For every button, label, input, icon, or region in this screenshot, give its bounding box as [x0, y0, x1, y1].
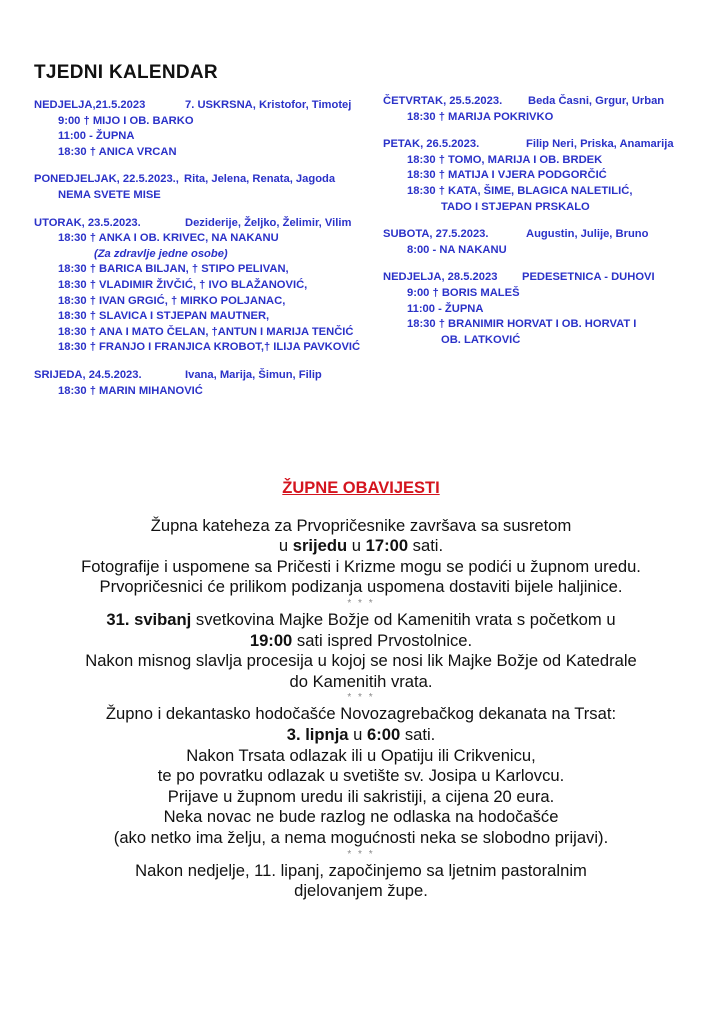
notice-text: u — [278, 536, 293, 556]
notice-emphasis: 19:00 — [249, 630, 293, 650]
mass-entry: 9:00 † MIJO I OB. BARKO — [58, 114, 194, 127]
calendar-day-header — [34, 98, 364, 114]
notice-text: sati. — [400, 724, 436, 744]
notice-text: sati. — [408, 536, 444, 556]
mass-entry: 18:30 † ANKA I OB. KRIVEC, NA NAKANU — [58, 232, 279, 245]
mass-note: (Za zdravlje jedne osobe) — [94, 247, 228, 260]
mass-entry: 9:00 † BORIS MALEŠ — [407, 286, 520, 299]
notice-emphasis: 6:00 — [366, 724, 401, 744]
calendar-day — [383, 270, 703, 348]
calendar-day-header — [383, 227, 703, 243]
calendar-day-header — [34, 172, 364, 188]
mass-entry: 18:30 † BARICA BILJAN, † STIPO PELIVAN, — [58, 263, 289, 276]
mass-entry: 18:30 † FRANJO I FRANJICA KROBOT,† ILIJA PAVKOVIĆ — [58, 341, 361, 354]
day-saints: PEDESETNICA - DUHOVI — [522, 271, 655, 284]
separator: * * * — [347, 692, 375, 704]
notice-line: do Kamenitih vrata. — [289, 671, 433, 691]
notice-line: Prvopričesnici će prilikom podizanja uspomena dostaviti bijele haljinice. — [99, 577, 623, 597]
mass-entry: 18:30 † BRANIMIR HORVAT I OB. HORVAT I — [407, 318, 637, 331]
mass-entry: TADO I STJEPAN PRSKALO — [441, 200, 590, 213]
day-saints: Deziderije, Željko, Želimir, Vilim — [185, 216, 352, 229]
notice-emphasis: srijedu — [292, 536, 348, 556]
calendar-day — [34, 172, 364, 203]
calendar-day — [34, 216, 364, 356]
day-saints: 7. USKRSNA, Kristofor, Timotej — [185, 99, 352, 111]
calendar-day — [383, 137, 703, 215]
mass-entry: 8:00 - NA NAKANU — [407, 243, 507, 256]
day-name: PONEDJELJAK, 22.5.2023., — [34, 173, 179, 186]
notice-line: Župno i dekantasko hodočašće Novozagrebačkog dekanata na Trsat: — [105, 704, 617, 724]
notice-text: sati ispred Prvostolnice. — [292, 630, 473, 650]
day-name: ČETVRTAK, 25.5.2023. — [383, 95, 503, 107]
notices-section — [24, 478, 698, 902]
notice-emphasis: 3. lipnja — [286, 724, 349, 744]
page-title: TJEDNI KALENDAR — [34, 62, 218, 83]
calendar-day-header — [383, 137, 703, 153]
mass-entry: 18:30 † KATA, ŠIME, BLAGICA NALETILIĆ, — [407, 184, 633, 197]
notice-line: Nakon misnog slavlja procesija u kojoj se nosi lik Majke Božje od Katedrale — [85, 651, 637, 671]
notice-text: svetkovina Majke Božje od Kamenitih vrata s početkom u — [191, 609, 616, 629]
mass-entry: 18:30 † IVAN GRGIĆ, † MIRKO POLJANAC, — [58, 294, 286, 307]
notices-title: ŽUPNE OBAVIJESTI — [282, 479, 440, 497]
day-name: NEDJELJA,21.5.2023 — [34, 99, 146, 111]
day-name: PETAK, 26.5.2023. — [383, 138, 480, 151]
day-saints: Augustin, Julije, Bruno — [526, 228, 649, 241]
day-saints: Ivana, Marija, Šimun, Filip — [185, 368, 322, 381]
notice-line — [24, 536, 698, 557]
mass-entry: 18:30 † TOMO, MARIJA I OB. BRDEK — [407, 153, 603, 166]
mass-entry: 11:00 - ŽUPNA — [58, 130, 135, 143]
mass-entry: 18:30 † ANICA VRCAN — [58, 145, 177, 158]
notice-text: u — [347, 536, 366, 556]
notice-emphasis: 17:00 — [365, 536, 409, 556]
mass-entry: 18:30 † MARIJA POKRIVKO — [407, 110, 554, 123]
day-name: SUBOTA, 27.5.2023. — [383, 228, 489, 241]
notice-line: Prijave u župnom uredu ili sakristiji, a cijena 20 eura. — [167, 786, 555, 806]
mass-entry: 18:30 † ANA I MATO ČELAN, †ANTUN I MARIJA TENČIĆ — [58, 325, 354, 338]
notice-line — [24, 725, 698, 746]
calendar-day-header — [34, 368, 364, 384]
notice-line — [24, 631, 698, 652]
notice-line: Nakon nedjelje, 11. lipanj, započinjemo sa ljetnim pastoralnim — [135, 860, 587, 880]
notice-line: Nakon Trsata odlazak ili u Opatiju ili Crikvenicu, — [186, 745, 536, 765]
mass-entry: 11:00 - ŽUPNA — [407, 302, 484, 315]
separator: * * * — [347, 597, 375, 609]
calendar-day-header — [383, 94, 703, 110]
calendar-day-header — [34, 216, 364, 232]
notice-line: djelovanjem župe. — [294, 881, 428, 901]
notice-line: Fotografije i uspomene sa Pričesti i Krizme mogu se podići u župnom uredu. — [81, 556, 641, 576]
calendar-right-column — [383, 94, 703, 360]
notice-line: te po povratku odlazak u svetište sv. Josipa u Karlovcu. — [157, 766, 565, 786]
separator: * * * — [347, 848, 375, 860]
calendar-day — [383, 94, 703, 125]
mass-entry: NEMA SVETE MISE — [58, 188, 161, 201]
calendar-day — [34, 368, 364, 399]
day-saints: Rita, Jelena, Renata, Jagoda — [184, 173, 336, 186]
mass-entry: 18:30 † MARIN MIHANOVIĆ — [58, 384, 203, 397]
mass-entry: 18:30 † VLADIMIR ŽIVČIĆ, † IVO BLAŽANOVIĆ, — [58, 278, 308, 291]
mass-entry: 18:30 † SLAVICA I STJEPAN MAUTNER, — [58, 310, 270, 323]
calendar-left-column — [34, 98, 364, 411]
notice-line — [24, 610, 698, 631]
calendar-day — [383, 227, 703, 258]
day-name: SRIJEDA, 24.5.2023. — [34, 368, 142, 381]
notice-text: u — [348, 724, 367, 744]
calendar-day-header — [383, 270, 703, 286]
day-name: UTORAK, 23.5.2023. — [34, 216, 141, 229]
mass-entry: 18:30 † MATIJA I VJERA PODGORČIĆ — [407, 169, 607, 182]
notice-emphasis: 31. svibanj — [106, 609, 192, 629]
mass-entry: OB. LATKOVIĆ — [441, 333, 521, 346]
notice-line: Neka novac ne bude razlog ne odlaska na hodočašće — [163, 807, 559, 827]
day-saints: Filip Neri, Priska, Anamarija — [526, 138, 674, 151]
notice-line: (ako netko ima želju, a nema mogućnosti neka se slobodno prijavi). — [113, 827, 609, 847]
day-saints: Beda Časni, Grgur, Urban — [528, 95, 665, 107]
calendar-day — [34, 98, 364, 160]
day-name: NEDJELJA, 28.5.2023 — [383, 271, 498, 284]
notice-line: Župna kateheza za Prvopričesnike završava sa susretom — [150, 515, 572, 535]
